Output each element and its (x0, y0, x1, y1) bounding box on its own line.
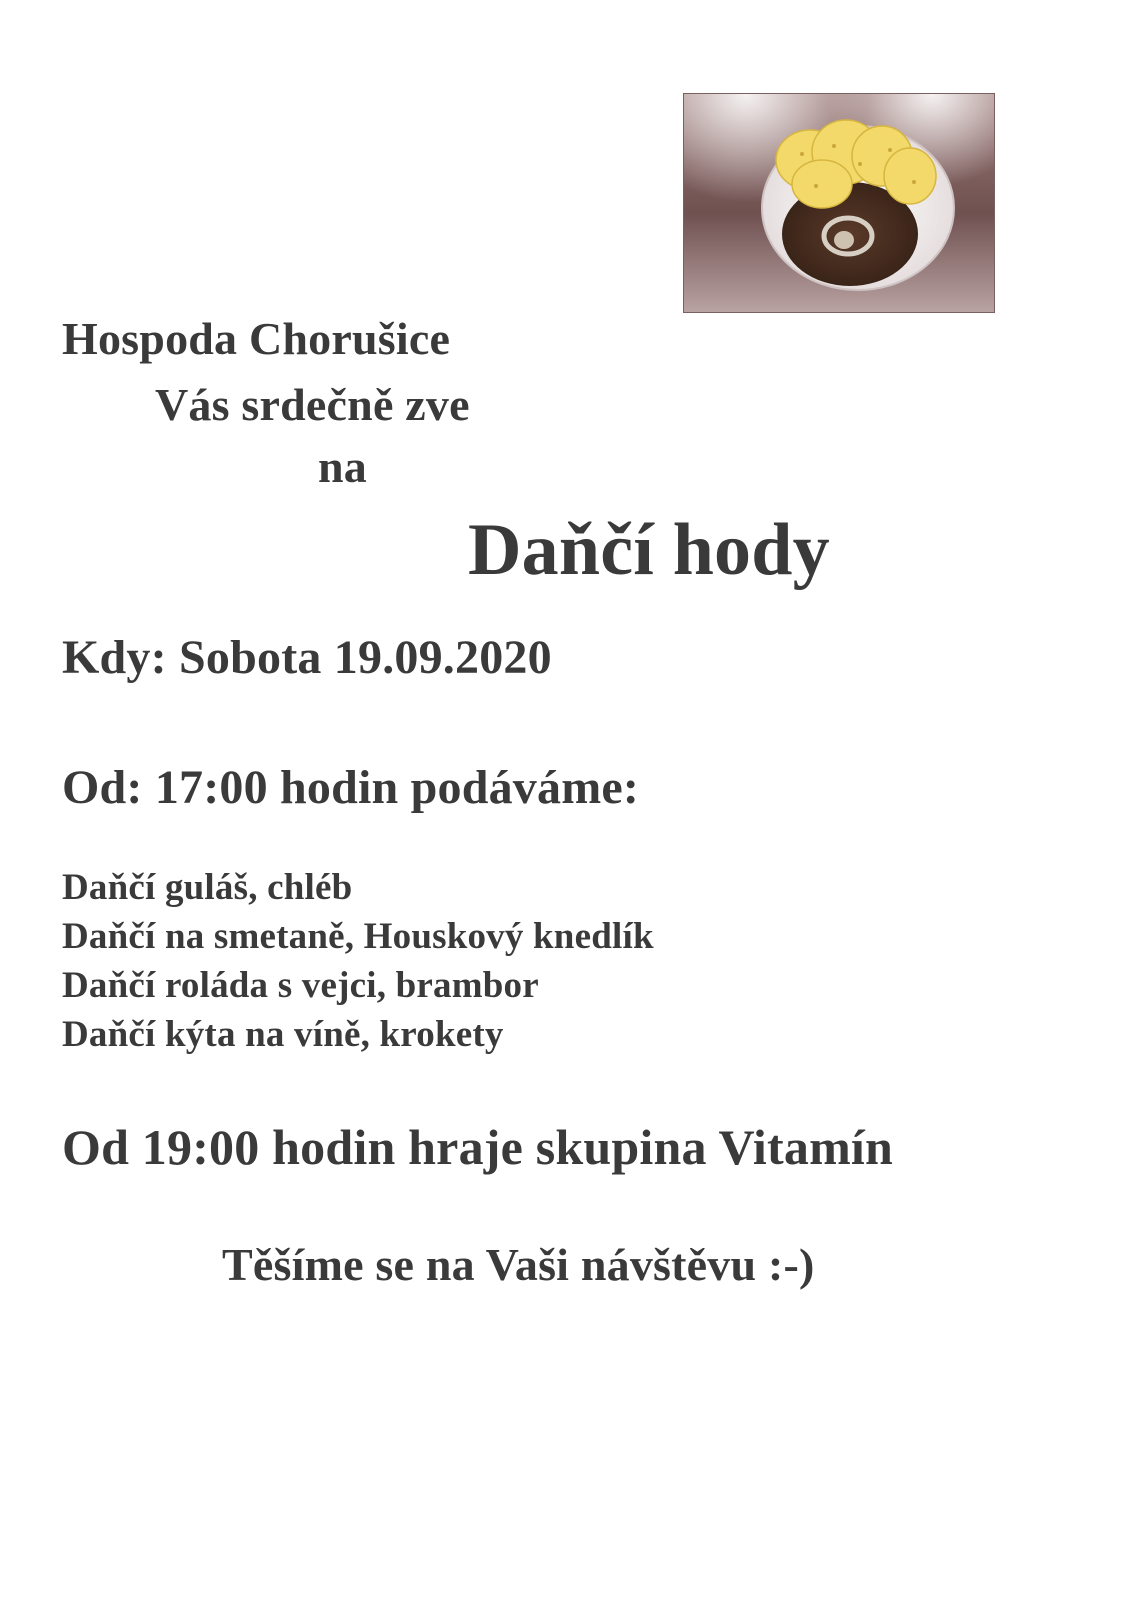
menu-item: Daňčí na smetaně, Houskový knedlík (62, 916, 654, 957)
music-announcement: Od 19:00 hodin hraje skupina Vitamín (62, 1119, 894, 1175)
food-dish-photo (683, 93, 995, 313)
venue-name: Hospoda Chorušice (62, 313, 451, 364)
serving-time: Od: 17:00 hodin podáváme: (62, 761, 640, 814)
event-date: Kdy: Sobota 19.09.2020 (62, 631, 552, 684)
event-title: Daňčí hody (468, 509, 830, 591)
invite-text: Vás srdečně zve (155, 379, 470, 430)
menu-item: Daňčí guláš, chléb (62, 867, 353, 908)
menu-item: Daňčí kýta na víně, krokety (62, 1014, 504, 1055)
closing-message: Těšíme se na Vaši návštěvu :-) (222, 1239, 815, 1290)
on-text: na (318, 441, 367, 492)
menu-item: Daňčí roláda s vejci, brambor (62, 965, 539, 1006)
dumplings-plate-icon (684, 94, 994, 312)
